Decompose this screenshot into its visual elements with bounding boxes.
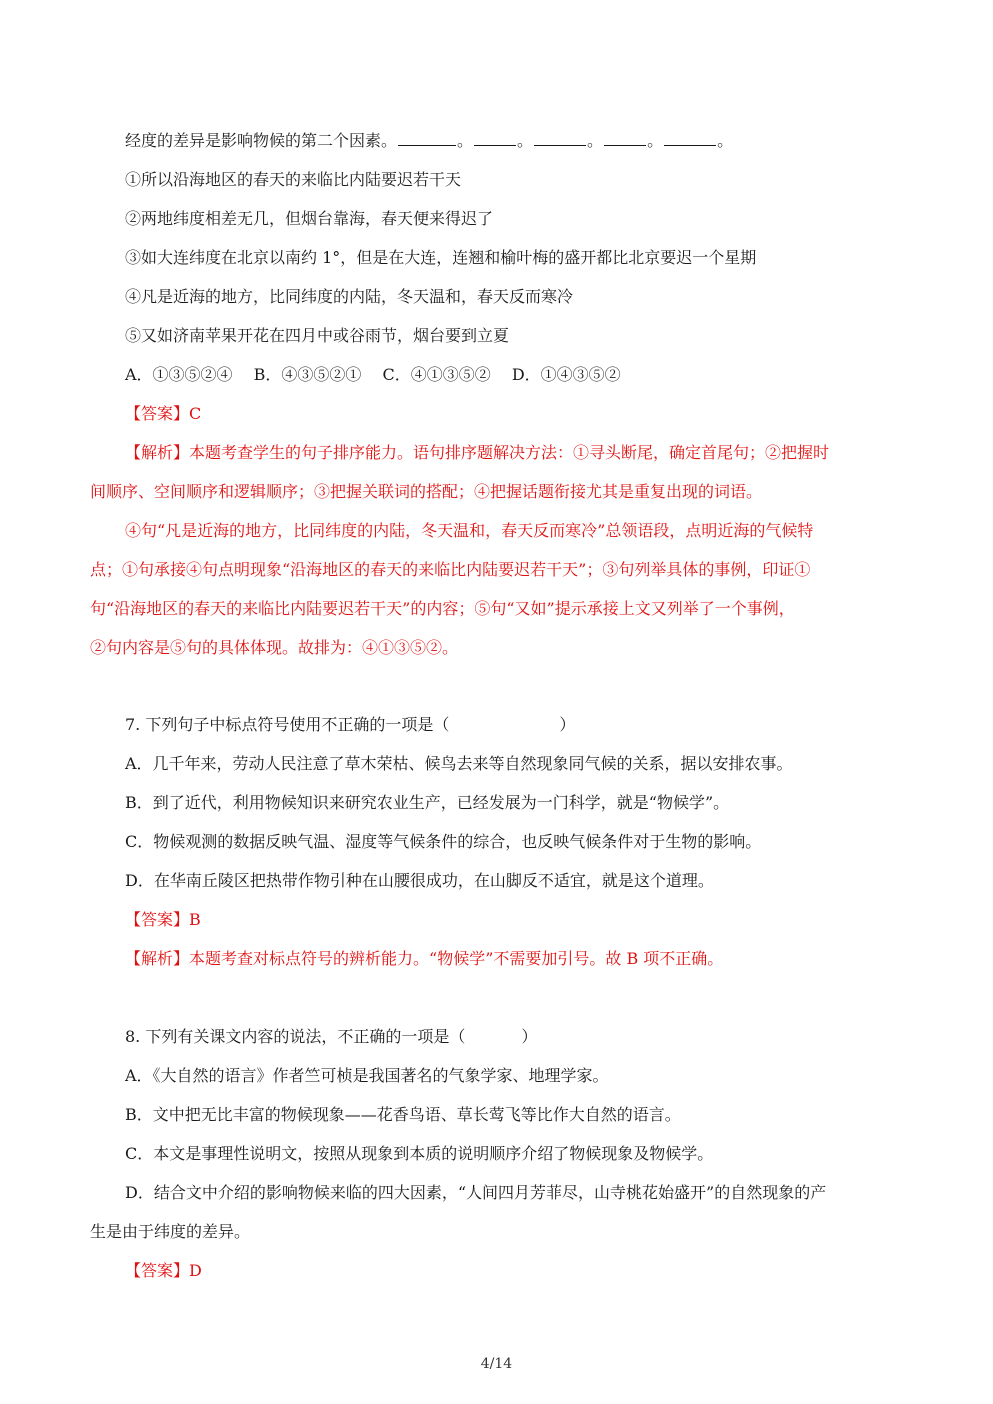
q6-options: A．①③⑤②④ B．④③⑤②① C．④①③⑤② D．①④③⑤②	[125, 365, 621, 384]
q6-sentence-3: ③如大连纬度在北京以南约 1°，但是在大连，连翘和榆叶梅的盛开都比北京要迟一个星期	[125, 248, 757, 267]
q8-stem: 8. 下列有关课文内容的说法，不正确的一项是（ ）	[125, 1027, 538, 1046]
q6-sentence-5: ⑤又如济南苹果开花在四月中或谷雨节，烟台要到立夏	[125, 326, 510, 345]
q6-sentence-1: ①所以沿海地区的春天的来临比内陆要迟若干天	[125, 170, 462, 189]
q7-analysis: 【解析】本题考查对标点符号的辨析能力。“物候学”不需要加引号。故 B 项不正确。	[125, 949, 724, 968]
q6-stem: 经度的差异是影响物候的第二个因素。 。 。 。 。 。	[125, 131, 734, 150]
q7-stem: 7. 下列句子中标点符号使用不正确的一项是（ ）	[125, 715, 576, 734]
blank-3	[534, 130, 586, 146]
q8-option-c: C．本文是事理性说明文，按照从现象到本质的说明顺序介绍了物候现象及物候学。	[125, 1144, 714, 1163]
q8-answer	[125, 1260, 202, 1282]
blank-2	[474, 130, 516, 146]
answer-value: D	[189, 1261, 202, 1280]
answer-value: C	[189, 404, 202, 423]
q6-analysis-line-2: 间顺序、空间顺序和逻辑顺序；③把握关联词的搭配；④把握话题衔接尤其是重复出现的词语。	[90, 482, 763, 501]
q6-analysis-line-6: ②句内容是⑤句的具体体现。故排为：④①③⑤②。	[90, 638, 459, 657]
q7-option-d: D．在华南丘陵区把热带作物引种在山腰很成功，在山脚反不适宜，就是这个道理。	[125, 871, 714, 890]
answer-tag: 【答案】	[125, 910, 190, 929]
analysis-tag: 【解析】	[125, 949, 190, 968]
blank-5	[664, 130, 716, 146]
q6-analysis-line-5: 句“沿海地区的春天的来临比内陆要迟若干天”的内容；⑤句“又如”提示承接上文又列举了一个事例，	[90, 599, 795, 618]
page-number: 4/14	[480, 1356, 513, 1372]
q8-option-b: B．文中把无比丰富的物候现象——花香鸟语、草长莺飞等比作大自然的语言。	[125, 1105, 681, 1124]
analysis-tag: 【解析】	[125, 443, 190, 462]
q8-option-a: A．《大自然的语言》作者竺可桢是我国著名的气象学家、地理学家。	[125, 1066, 609, 1085]
answer-tag: 【答案】	[125, 1261, 190, 1280]
q6-analysis-line-4: 点；①句承接④句点明现象“沿海地区的春天的来临比内陆要迟若干天”；③句列举具体的事例，印证①	[90, 560, 811, 579]
q7-option-b: B．到了近代，利用物候知识来研究农业生产，已经发展为一门科学，就是“物候学”。	[125, 793, 730, 812]
q7-option-a: A．几千年来，劳动人民注意了草木荣枯、候鸟去来等自然现象同气候的关系，据以安排农事。	[125, 754, 793, 773]
q6-answer	[125, 403, 201, 425]
answer-tag: 【答案】	[125, 404, 190, 423]
q7-option-c: C．物候观测的数据反映气温、湿度等气候条件的综合，也反映气候条件对于生物的影响。	[125, 832, 762, 851]
q6-sentence-2: ②两地纬度相差无几，但烟台靠海，春天便来得迟了	[125, 209, 494, 228]
q6-analysis-line-3: ④句“凡是近海的地方，比同纬度的内陆，冬天温和，春天反而寒冷”总领语段，点明近海的气候特	[125, 521, 814, 540]
answer-value: B	[189, 910, 201, 929]
q8-option-d-cont: 生是由于纬度的差异。	[90, 1222, 251, 1241]
q6-analysis-line-1: 【解析】本题考查学生的句子排序能力。语句排序题解决方法：①寻头断尾，确定首尾句；②把握时	[125, 443, 830, 462]
q8-option-d: D．结合文中介绍的影响物候来临的四大因素，“人间四月芳菲尽，山寺桃花始盛开”的自然现象的产	[125, 1183, 827, 1202]
q7-answer	[125, 909, 201, 931]
q6-sentence-4: ④凡是近海的地方，比同纬度的内陆，冬天温和，春天反而寒冷	[125, 287, 574, 306]
blank-4	[604, 130, 646, 146]
blank-1	[398, 130, 456, 146]
